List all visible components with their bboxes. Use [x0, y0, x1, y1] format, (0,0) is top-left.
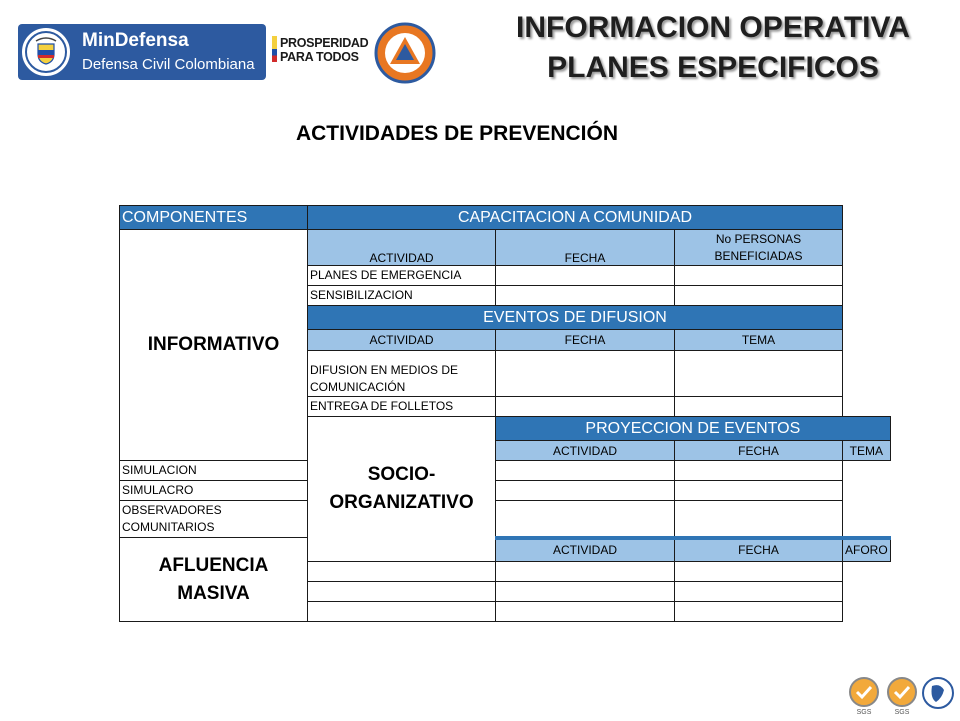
certification-seal-3-icon	[920, 676, 956, 716]
mindefensa-title: MinDefensa	[82, 30, 189, 51]
proyeccion-title: PROYECCION DE EVENTOS	[496, 417, 891, 441]
cap-row-planes-personas	[675, 266, 843, 286]
cap-row-planes: PLANES DE EMERGENCIA	[308, 266, 496, 286]
cap-row-sensibilizacion: SENSIBILIZACION	[308, 286, 496, 306]
af-row-1-aforo	[675, 562, 843, 582]
proy-row-simulacion-tema	[675, 461, 843, 481]
af-row-1-fecha	[496, 562, 675, 582]
proy-row-simulacro-tema	[675, 481, 843, 501]
capacitacion-title: CAPACITACION A COMUNIDAD	[308, 206, 843, 230]
dif-row-medios-fecha	[496, 351, 675, 397]
proy-row-observadores-tema	[675, 501, 843, 538]
proy-header-tema: TEMA	[843, 441, 891, 461]
af-row-2-aforo	[675, 582, 843, 602]
socio-organizativo-label: SOCIO-ORGANIZATIVO	[308, 417, 496, 562]
proy-row-simulacion-fecha	[496, 461, 675, 481]
title-line-2: PLANES ESPECIFICOS	[547, 51, 879, 84]
proy-header-fecha: FECHA	[675, 441, 843, 461]
sgs-seal-2-text: SGS	[894, 709, 910, 716]
proy-row-simulacro: SIMULACRO	[120, 481, 308, 501]
dif-row-medios-tema	[675, 351, 843, 397]
dif-row-folletos-fecha	[496, 397, 675, 417]
af-header-fecha: FECHA	[675, 538, 843, 562]
proy-row-simulacro-fecha	[496, 481, 675, 501]
dif-header-fecha: FECHA	[496, 330, 675, 351]
mindefensa-logo	[18, 24, 266, 80]
dif-header-actividad: ACTIVIDAD	[308, 330, 496, 351]
prosperidad-logo	[272, 34, 372, 68]
cap-row-sensibilizacion-fecha	[496, 286, 675, 306]
af-row-3-fecha	[496, 602, 675, 622]
prevention-activities-table	[119, 205, 891, 622]
cap-header-actividad: ACTIVIDAD	[308, 230, 496, 266]
proy-row-simulacion: SIMULACION	[120, 461, 308, 481]
cap-header-fecha: FECHA	[496, 230, 675, 266]
colombia-coat-of-arms-icon	[20, 26, 72, 78]
section-subtitle: ACTIVIDADES DE PREVENCIÓN	[295, 122, 619, 145]
defensa-civil-emblem-icon	[374, 22, 436, 84]
af-header-actividad: ACTIVIDAD	[496, 538, 675, 562]
afluencia-masiva-label: AFLUENCIA MASIVA	[120, 538, 308, 622]
cap-header-personas: No PERSONAS BENEFICIADAS	[675, 230, 843, 266]
af-row-3-actividad	[308, 602, 496, 622]
dif-header-tema: TEMA	[675, 330, 843, 351]
af-row-2-actividad	[308, 582, 496, 602]
page-title	[470, 8, 956, 88]
title-line-1: INFORMACION OPERATIVA	[516, 11, 910, 44]
dif-row-folletos: ENTREGA DE FOLLETOS	[308, 397, 496, 417]
af-row-1-actividad	[308, 562, 496, 582]
proy-row-observadores: OBSERVADORES COMUNITARIOS	[120, 501, 308, 538]
proy-header-actividad: ACTIVIDAD	[496, 441, 675, 461]
mindefensa-subtitle: Defensa Civil Colombiana	[82, 56, 255, 73]
sgs-seal-2-icon	[884, 676, 920, 716]
sgs-seal-1-icon	[846, 676, 882, 716]
af-row-3-aforo	[675, 602, 843, 622]
proy-row-observadores-fecha	[496, 501, 675, 538]
dif-row-folletos-tema	[675, 397, 843, 417]
af-header-aforo: AFORO	[843, 538, 891, 562]
colombia-flag-icon	[272, 36, 277, 62]
informativo-label: INFORMATIVO	[120, 230, 308, 461]
prosperidad-line2: PARA TODOS	[280, 50, 359, 64]
difusion-title: EVENTOS DE DIFUSION	[308, 306, 843, 330]
dif-row-medios: DIFUSION EN MEDIOS DE COMUNICACIÓN	[308, 351, 496, 397]
sgs-seal-1-text: SGS	[856, 709, 872, 716]
components-header: COMPONENTES	[120, 206, 308, 230]
cap-row-sensibilizacion-personas	[675, 286, 843, 306]
prosperidad-line1: PROSPERIDAD	[280, 36, 369, 50]
af-row-2-fecha	[496, 582, 675, 602]
cap-row-planes-fecha	[496, 266, 675, 286]
